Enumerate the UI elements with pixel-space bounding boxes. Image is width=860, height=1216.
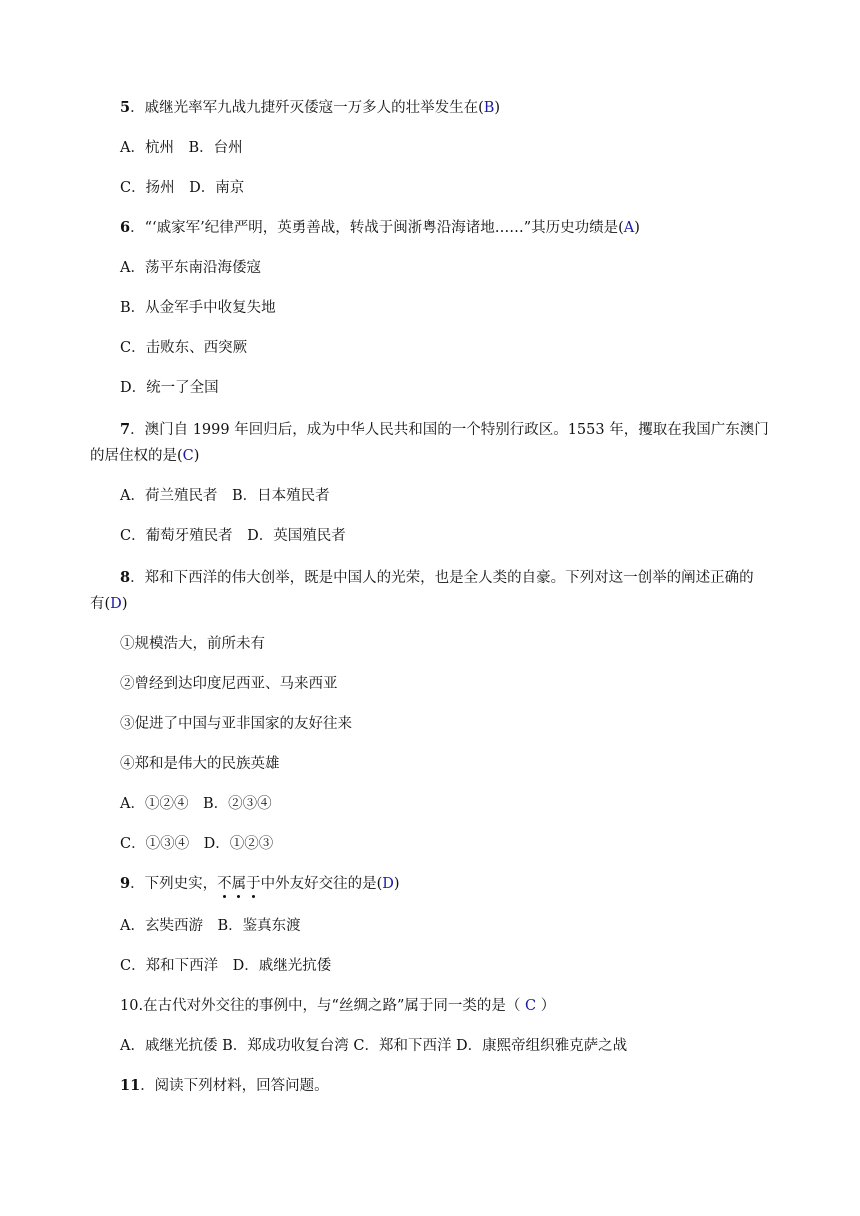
question-8-option-row: C．①③④ D．①②③	[120, 836, 274, 852]
question-8-option-row: A．①②④ B．②③④	[120, 796, 272, 812]
question-text: 的居住权的是(	[90, 448, 183, 464]
question-9-stem	[120, 874, 400, 894]
answer-letter: D	[110, 596, 122, 612]
question-text: 有(	[90, 596, 111, 612]
question-number: 5	[120, 99, 131, 116]
question-text: ．下列史实，	[130, 876, 218, 892]
question-7-stem	[120, 420, 769, 440]
question-number: 9	[120, 875, 131, 892]
question-6-option-row: D．统一了全国	[120, 380, 219, 396]
question-7-option-row: A．荷兰殖民者 B．日本殖民者	[120, 488, 330, 504]
answer-letter: C	[525, 998, 537, 1014]
question-text: ．阅读下列材料，回答问题。	[140, 1078, 329, 1094]
question-8-statement: ④郑和是伟大的民族英雄	[120, 756, 280, 772]
question-8-stem-cont	[90, 594, 127, 614]
question-number: 7	[120, 421, 131, 438]
question-number: 11	[120, 1077, 141, 1094]
answer-letter: D	[382, 876, 394, 892]
answer-letter: C	[182, 448, 194, 464]
question-6-option-row: C．击败东、西突厥	[120, 340, 248, 356]
question-text: 中外友好交往的是(	[260, 876, 383, 892]
answer-letter: A	[623, 220, 635, 236]
question-7-stem-cont	[90, 446, 199, 466]
question-text: ．澳门自 1999 年回归后，成为中华人民共和国的一个特别行政区。1553 年，攫取在我国广东澳门	[130, 422, 769, 438]
emphasis-char: 于	[246, 876, 261, 892]
question-close: )	[393, 876, 400, 892]
question-10-stem	[120, 996, 555, 1016]
question-8-stem	[120, 568, 754, 588]
question-close: ）	[536, 998, 556, 1014]
question-9-option-row: C．郑和下西洋 D．戚继光抗倭	[120, 958, 332, 974]
question-5-stem	[120, 98, 500, 118]
question-text: ．戚继光率军九战九捷歼灭倭寇一万多人的壮举发生在(	[130, 100, 484, 116]
emphasis-char: 属	[231, 876, 247, 892]
question-close: )	[121, 596, 128, 612]
question-10-option-row: A．戚继光抗倭 B．郑成功收复台湾 C．郑和下西洋 D．康熙帝组织雅克萨之战	[120, 1038, 628, 1054]
question-5-option-row: C．扬州 D．南京	[120, 180, 245, 196]
question-8-statement: ②曾经到达印度尼西亚、马来西亚	[120, 676, 338, 692]
question-6-option-row: B．从金军手中收复失地	[120, 300, 276, 316]
question-11-stem	[120, 1076, 329, 1096]
question-8-statement: ③促进了中国与亚非国家的友好往来	[120, 716, 352, 732]
question-5-option-row: A．杭州 B．台州	[120, 140, 243, 156]
question-number: 8	[120, 569, 131, 586]
question-number: 6	[120, 219, 131, 236]
question-text: ．“‘戚家军’纪律严明，英勇善战，转战于闽浙粤沿海诸地……”其历史功绩是(	[130, 220, 624, 236]
question-close: )	[193, 448, 200, 464]
emphasis-dotted-text	[217, 876, 261, 892]
question-9-option-row: A．玄奘西游 B．鉴真东渡	[120, 918, 301, 934]
question-7-option-row: C．葡萄牙殖民者 D．英国殖民者	[120, 528, 346, 544]
question-6-stem	[120, 218, 640, 238]
emphasis-char: 不	[217, 876, 232, 892]
question-text: 10.在古代对外交往的事例中，与“丝绸之路”属于同一类的是（	[120, 998, 525, 1014]
answer-letter: B	[483, 100, 495, 116]
question-8-statement: ①规模浩大，前所未有	[120, 636, 265, 652]
question-close: )	[634, 220, 640, 236]
question-close: )	[494, 100, 501, 116]
question-text: ．郑和下西洋的伟大创举，既是中国人的光荣，也是全人类的自豪。下列对这一创举的阐述正确的	[130, 570, 754, 586]
question-6-option-row: A．荡平东南沿海倭寇	[120, 260, 261, 276]
